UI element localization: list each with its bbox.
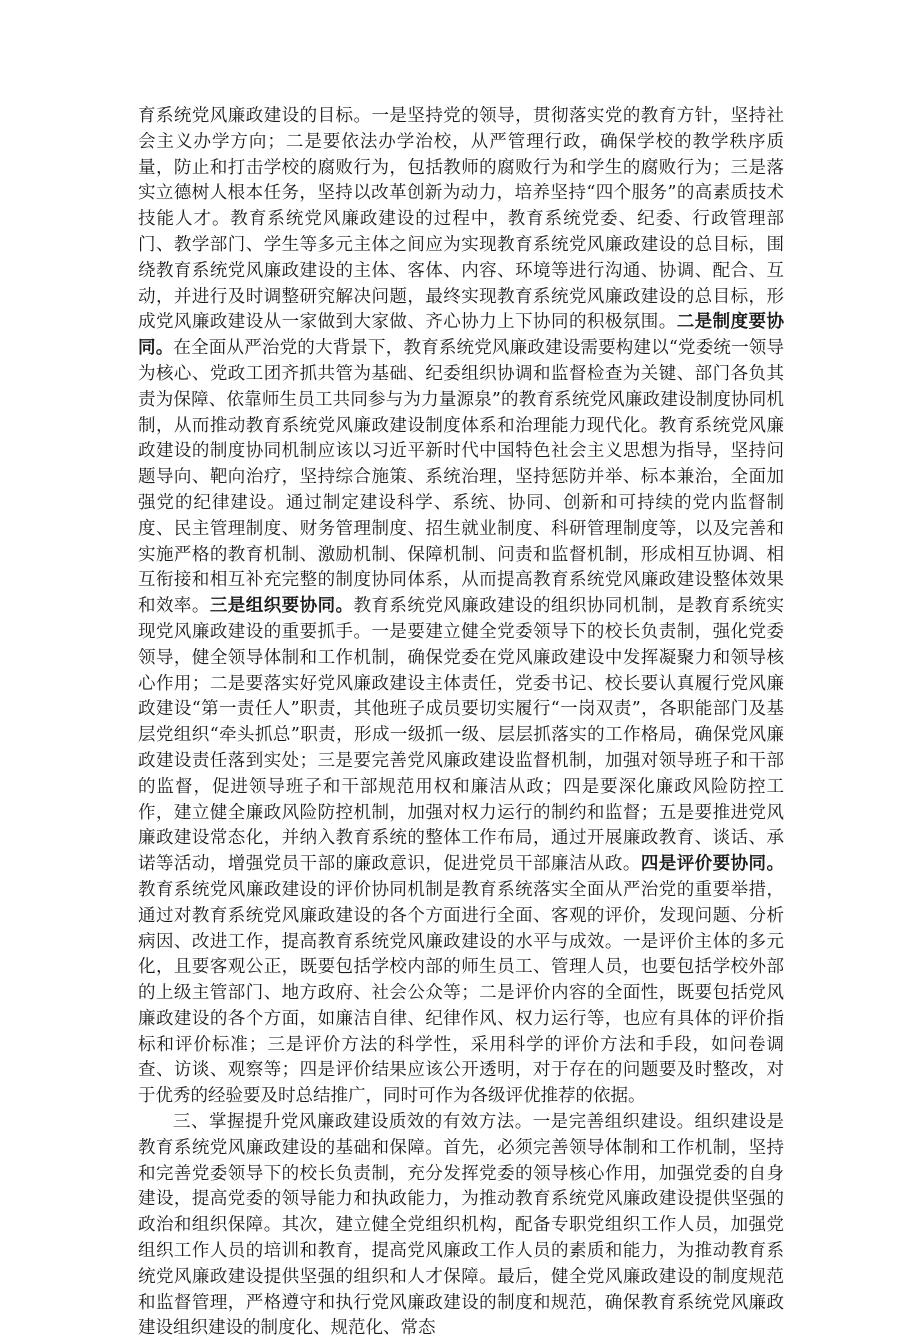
text-segment: 育系统党风廉政建设的目标。一是坚持党的领导，贯彻落实党的教育方针，坚持社会主义办学方向；二是要依法办学治校，从严管理行政，确保学校的教学秩序质量，防止和打击学校的腐败行为，包括教师的腐败行为和学生的腐败行为；三是落实立德树人根本任务，坚持以改革创新为动力，培养坚持“四个服务”的高素质技术技能人才。教育系统党风廉政建设的过程中，教育系统党委、纪委、行政管理部门、教学部门、学生等多元主体之间应为实现教育系统党风廉政建设的总目标，围绕教育系统党风廉政建设的主体、客体、内容、环境等进行沟通、协调、配合、互动，并进行及时调整研究解决问题，最终实现教育系统党风廉政建设的总目标，形成党风廉政建设从一家做到大家做、齐心协力上下协同的积极氛围。 [138, 106, 784, 333]
paragraph-effective-methods: 三、掌握提升党风廉政建设质效的有效方法。一是完善组织建设。组织建设是教育系统党风廉政建设的基础和保障。首先，必须完善领导体制和工作机制，坚持和完善党委领导下的校长负责制，充分发挥党委的领导核心作用，加强党委的自身建设，提高党委的领导能力和执政能力，为推动教育系统党风廉政建设提供坚强的政治和组织保障。其次，建立健全党组织机构，配备专职党组织工作人员，加强党组织工作人员的培训和教育，提高党风廉政工作人员的素质和能力，为推动教育系统党风廉政建设提供坚强的组织和人才保障。最后，健全党风廉政建设的制度规范和监督管理，严格遵守和执行党风廉政建设的制度和规范，确保教育系统党风廉政建设组织建设的制度化、规范化、常态 [138, 1112, 784, 1339]
heading-organization-coordination: 三是组织要协同。 [209, 596, 354, 617]
heading-evaluation-coordination: 四是评价要协同。 [640, 854, 785, 875]
heading-system-coordination: 二是制度要协同。 [138, 312, 785, 359]
text-segment: 教育系统党风廉政建设的评价协同机制是教育系统落实全面从严治党的重要举措，通过对教育系统党风廉政建设的各个方面进行全面、客观的评价，发现问题、分析病因、改进工作，提高教育系统党风廉政建设的水平与成效。一是评价主体的多元化，且要客观公正，既要包括学校内部的师生员工、管理人员，也要包括学校外部的上级主管部门、地方政府、社会公众等；二是评价内容的全面性，既要包括党风廉政建设的各个方面，如廉洁自律、纪律作风、权力运行等，也应有具体的评价指标和评价标准；三是评价方法的科学性，采用科学的评价方法和手段，如问卷调查、访谈、观察等；四是评价结果应该公开透明，对于存在的问题要及时整改，对于优秀的经验要及时总结推广，同时可作为各级评优推荐的依据。 [138, 879, 784, 1107]
paragraph-goals-and-coordination [138, 104, 784, 1110]
document-body [138, 104, 784, 1342]
text-segment: 教育系统党风廉政建设的组织协同机制，是教育系统实现党风廉政建设的重要抓手。一是要建立健全党委领导下的校长负责制，强化党委领导，健全领导体制和工作机制，确保党委在党风廉政建设中发挥凝聚力和领导核心作用；二是要落实好党风廉政建设主体责任，党委书记、校长要认真履行党风廉政建设“第一责任人”职责，其他班子成员要切实履行“一岗双责”，各职能部门及基层党组织“牵头抓总”职责，形成一级抓一级、层层抓落实的工作格局，确保党风廉政建设责任落到实处；三是要完善党风廉政建设监督机制，加强对领导班子和干部的监督，促进领导班子和干部规范用权和廉洁从政；四是要深化廉政风险防控工作，建立健全廉政风险防控机制，加强对权力运行的制约和监督；五是要推进党风廉政建设常态化，并纳入教育系统的整体工作布局，通过开展廉政教育、谈话、承诺等活动，增强党员干部的廉政意识，促进党员干部廉洁从政。 [138, 596, 785, 875]
text-segment: 在全面从严治党的大背景下，教育系统党风廉政建设需要构建以“党委统一领导为核心、党政工团齐抓共管为基础、纪委组织协调和监督检查为关键、部门各负其责为保障、依靠师生员工共同参与为力量源泉”的教育系统党风廉政建设制度协同机制，从而推动教育系统党风廉政建设制度体系和治理能力现代化。教育系统党风廉政建设的制度协同机制应该以习近平新时代中国特色社会主义思想为指导，坚持问题导向、靶向治疗，坚持综合施策、系统治理，坚持惩防并举、标本兼治，全面加强党的纪律建设。通过制定建设科学、系统、协同、创新和可持续的党内监督制度、民主管理制度、财务管理制度、招生就业制度、科研管理制度等，以及完善和实施严格的教育机制、激励机制、保障机制、问责和监督机制，形成相互协调、相互衔接和相互补充完整的制度协同体系，从而提高教育系统党风廉政建设整体效果和效率。 [138, 338, 785, 617]
